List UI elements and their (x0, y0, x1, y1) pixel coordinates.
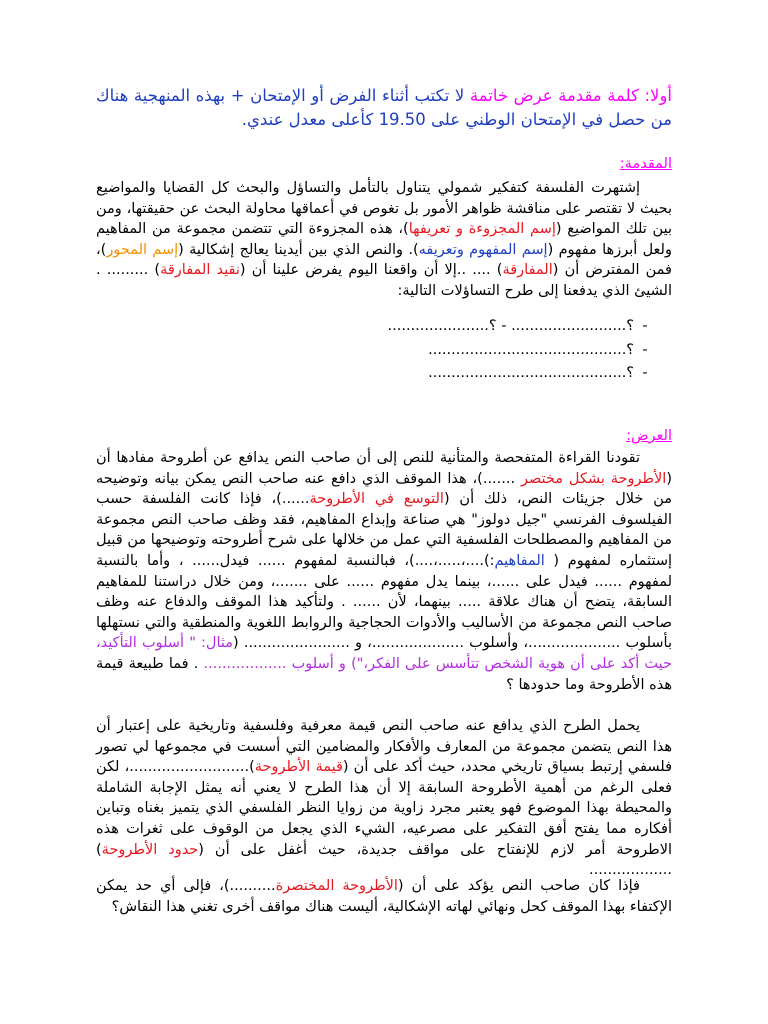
text-segment: :)....،.....،....)، فبالنسبة لمفهوم ...... فيدل...... ، وأما بالنسبة لمفهوم ...... فيدل على ......، بينما يدل مفهوم ...... على .......، ومن خلال دراستنا للمفاهيم السابقة، يتضح أن هناك علاقة ..... بينهما، لأن ...... . ولتأكيد هذا الموقف والدفاع عنه وظف صاحب النص مجموعة من الأساليب والأدوات الحجاجية والروابط اللغوية والمنطقية والتي نستهلها بأسلوب ....................، وأسلوب ....................، و ....................... ( (96, 552, 672, 652)
placeholder-concepts: المفاهيم (494, 552, 545, 569)
question-text: ؟......................... - ؟...................... (387, 318, 634, 334)
intro-note (96, 84, 672, 132)
text-segment: .......)، هذا الموقف الذي دافع عنه صاحب النص يمكن بيانه وتوضيحه من خلال جزيئات النص، ذلك أن ( (96, 470, 672, 508)
text-segment: ..........)، فإلى أي حد يمكن الإكتفاء بهذا الموقف كحل ونهائي لهاته الإشكالية، أليست هناك مواقف أخرى تغني هذا النقاش؟ (96, 878, 672, 915)
text-segment: إشتهرت الفلسفة كتفكير شمولي يتناول بالتأمل والتساؤل والبحث كل القضايا والمواضيع بحيث لا تقتصر على مناقشة ظواهر الأمور بل تغوص في أعماقها محاولة البحث عن حقيقتها، ومن بين تلك المواضيع ( (96, 180, 672, 238)
placeholder-thesis-brief: الأطروحة المختصرة (275, 878, 398, 894)
text-segment: ......)، فإذا كانت الفلسفة حسب الفيلسوف الفرنسي "جيل دولوز" هي صناعة وإبداع المفاهيم، فقد وظف صاحب النص مجموعة من المفاهيم والمصطلحات الفلسفية التي عمل من خلالها على شرح أطروحته وتوضيحها من قبيل إستثماره لمفهوم ( (96, 491, 672, 569)
intro-note-emphasis: لا تكتب أثناء الفرض أو الإمتحان + بهذه المنهجية هناك من حصل في الإمتحان الوطني على 19.50 كأعلى معدل عندي. (96, 86, 672, 129)
text-segment: ). والنص الذي بين أيدينا يعالج إشكالية ( (178, 241, 419, 258)
text-segment: يحمل الطرح الذي يدافع عنه صاحب النص قيمة معرفية وفلسفية وتاريخية على إعتبار أن هذا النص يتضمن مجموعة من المعارف والأفكار والمضامين التي أسست في مجموعها لي تصور فلسفي إرتبط بسياق تاريخي محدد، حيث أكد على أن ( (96, 718, 672, 776)
body-paragraph-1 (96, 448, 672, 695)
text-segment: ) .... ..إلا أن واقعنا اليوم يفرض علينا أن ( (239, 262, 503, 279)
section-heading-body: العرض: (626, 428, 672, 444)
question-item: -؟........................................... (428, 341, 648, 358)
text-segment: و أسلوب (286, 655, 352, 672)
text-segment: فإذا كان صاحب النص يؤكد على أن ( (397, 878, 640, 894)
placeholder-style: .................. (203, 655, 287, 672)
placeholder-thesis-value: قيمة الأطروحة (254, 759, 343, 776)
question-text: ؟........................................... (428, 365, 634, 382)
body-paragraph-3 (96, 876, 672, 917)
question-item: -؟......................... - ؟...................... (387, 318, 648, 334)
text-segment: )، هذه المجزوءة التي تتضمن مجموعة من المفاهيم ولعل أبرزها مفهوم ( (96, 221, 672, 258)
placeholder-paradox: المفارقة (502, 262, 553, 279)
intro-note-lead: أولا: كلمة مقدمة عرض خاتمة (469, 86, 672, 105)
body-paragraph-2 (96, 716, 672, 881)
text-segment: ) .................. (96, 841, 672, 879)
question-text: ؟........................................... (428, 341, 634, 358)
text-segment: )..........................، لكن فعلى الرغم من أهمية الأطروحة السابقة إلا أن هذا الطرح لا يعني أنه يمثل الإجابة الشاملة والمحيطة بهذا الموضوع فهو يعتبر مجرد زاوية من زوايا النظر الفلسفي الذي يتميز بغناه وتباين أفكاره مما يفتح أفق التفكير على مصرعيه، الشيء الذي يجعل من الوقوف على ثغرات هذه الاطروحة أمر لازم للإنفتاح على مواقف جديدة، حيث أغفل على أن ( (96, 759, 672, 858)
placeholder-axis-name: إسم المحور (106, 241, 179, 258)
questions-list (96, 316, 656, 384)
placeholder-module-name: إسم المجزوءة و تعريفها (408, 221, 556, 238)
text-segment: )، فمن المفترض أن ( (96, 241, 672, 279)
section-heading-introduction: المقدمة: (619, 156, 672, 172)
introduction-paragraph (96, 178, 672, 302)
placeholder-thesis-short: الأطروحة بشكل مختصر (520, 470, 667, 487)
text-segment: تقودنا القراءة المتفحصة والمتأنية للنص إلى أن صاحب النص يدافع عن أطروحة مفادها أن ( (96, 450, 672, 487)
placeholder-thesis-limits: حدود الأطروحة (101, 841, 199, 858)
placeholder-concept-name: إسم المفهوم وتعريفه (418, 241, 548, 258)
text-segment: ) ......... . الشيئ الذي يدفعنا إلى طرح التساؤلات التالية: (96, 262, 672, 299)
question-item: -؟........................................... (428, 365, 648, 382)
placeholder-thesis-expansion: التوسع في الأطروحة (309, 491, 444, 508)
text-segment: . فما طبيعة قيمة هذه الأطروحة وما حدودها ؟ (96, 655, 672, 693)
placeholder-paradox-opposite: نقيد المفارقة (160, 262, 240, 279)
placeholder-example: مثال: " أسلوب التأكيد، حيث أكد على أن هوية الشخص تتأسس على الفكر،") (96, 635, 672, 672)
